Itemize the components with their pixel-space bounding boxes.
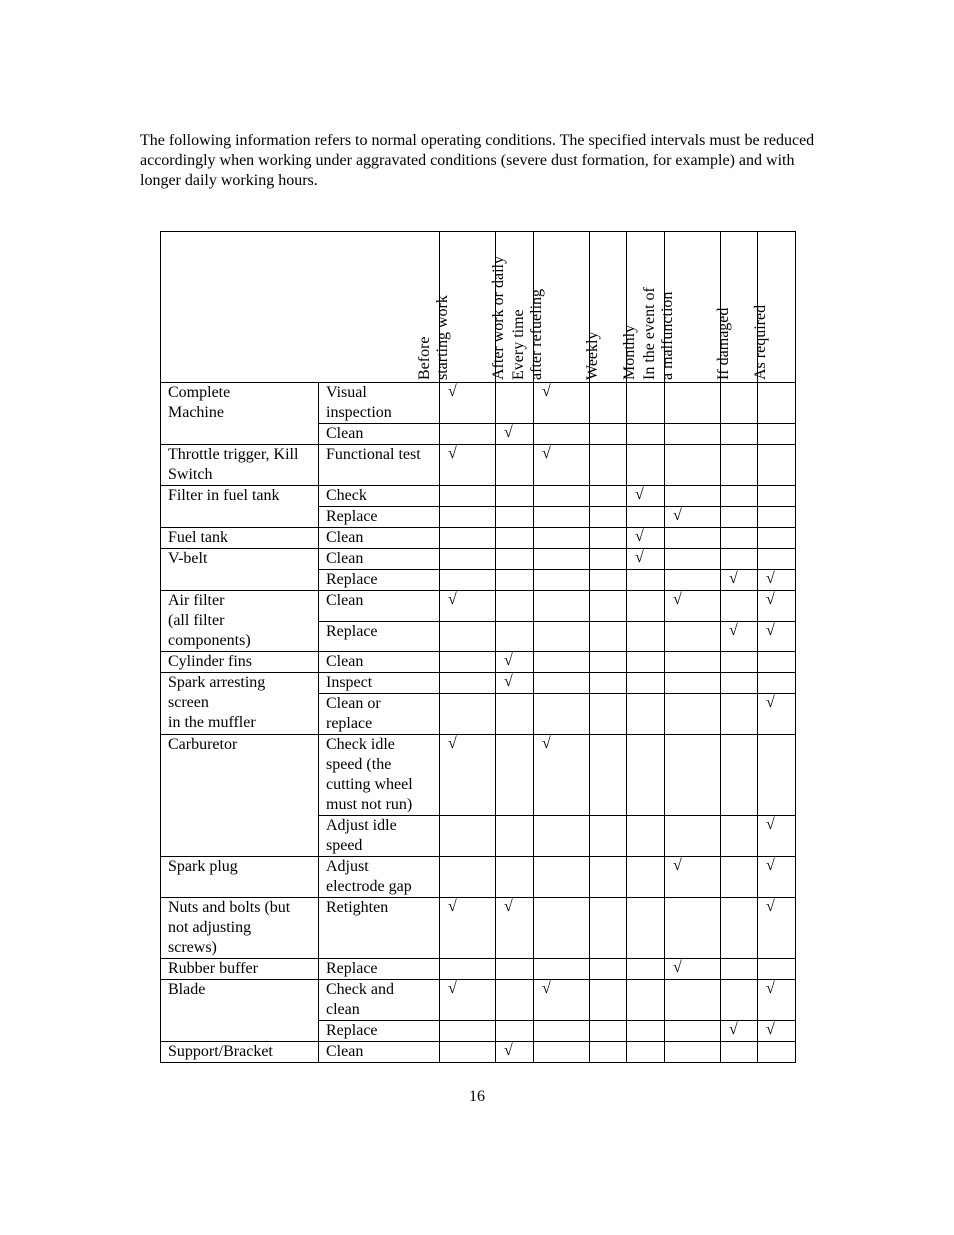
task-cell: Functional test: [319, 445, 440, 486]
empty-cell: [496, 959, 534, 980]
empty-cell: [590, 528, 627, 549]
empty-cell: [721, 694, 758, 735]
check-mark: √: [721, 1021, 758, 1042]
empty-cell: [721, 528, 758, 549]
task-cell: Clean: [319, 591, 440, 622]
column-header: [510, 232, 590, 383]
empty-cell: [534, 507, 590, 528]
check-mark: √: [440, 383, 496, 424]
empty-cell: [440, 1042, 496, 1063]
empty-cell: [496, 528, 534, 549]
task-cell: Check and clean: [319, 980, 440, 1021]
empty-cell: [534, 652, 590, 673]
empty-cell: [665, 898, 721, 959]
task-cell: Retighten: [319, 898, 440, 959]
column-header: [752, 232, 796, 383]
empty-cell: [496, 445, 534, 486]
empty-cell: [721, 383, 758, 424]
empty-cell: [440, 528, 496, 549]
empty-cell: [627, 857, 665, 898]
check-mark: √: [496, 424, 534, 445]
task-cell: Visual inspection: [319, 383, 440, 424]
empty-cell: [758, 549, 796, 570]
task-cell: Replace: [319, 1021, 440, 1042]
check-mark: √: [758, 980, 796, 1021]
empty-cell: [496, 816, 534, 857]
empty-cell: [534, 486, 590, 507]
empty-cell: [496, 383, 534, 424]
empty-cell: [590, 591, 627, 622]
task-cell: Replace: [319, 570, 440, 591]
empty-cell: [665, 549, 721, 570]
empty-cell: [665, 980, 721, 1021]
empty-cell: [496, 591, 534, 622]
empty-cell: [534, 816, 590, 857]
task-cell: Clean: [319, 424, 440, 445]
empty-cell: [627, 1042, 665, 1063]
empty-cell: [440, 424, 496, 445]
task-cell: Replace: [319, 621, 440, 652]
empty-cell: [440, 816, 496, 857]
empty-cell: [590, 486, 627, 507]
table-row: [161, 959, 796, 980]
empty-cell: [627, 980, 665, 1021]
column-header-label: Weekly: [584, 331, 601, 380]
check-mark: √: [758, 816, 796, 857]
column-header-label: Before starting work: [416, 295, 451, 380]
check-mark: √: [496, 1042, 534, 1063]
empty-cell: [440, 959, 496, 980]
task-cell: Replace: [319, 507, 440, 528]
part-cell: Throttle trigger, Kill Switch: [161, 445, 319, 486]
part-cell: Complete Machine: [161, 383, 319, 445]
empty-cell: [440, 673, 496, 694]
empty-cell: [721, 857, 758, 898]
empty-cell: [496, 735, 534, 816]
empty-cell: [534, 857, 590, 898]
column-header-label: After work or daily: [490, 256, 507, 380]
empty-cell: [590, 694, 627, 735]
table-row: [161, 735, 796, 816]
empty-cell: [440, 486, 496, 507]
empty-cell: [590, 1021, 627, 1042]
check-mark: √: [440, 898, 496, 959]
empty-cell: [721, 549, 758, 570]
empty-cell: [496, 621, 534, 652]
check-mark: √: [496, 898, 534, 959]
check-mark: √: [440, 445, 496, 486]
empty-cell: [627, 570, 665, 591]
empty-cell: [534, 694, 590, 735]
check-mark: √: [627, 486, 665, 507]
empty-cell: [534, 528, 590, 549]
empty-cell: [590, 959, 627, 980]
column-header-label: If damaged: [715, 307, 732, 380]
part-cell: Nuts and bolts (but not adjusting screws): [161, 898, 319, 959]
empty-cell: [440, 570, 496, 591]
table-row: [161, 445, 796, 486]
empty-cell: [665, 816, 721, 857]
empty-cell: [758, 424, 796, 445]
empty-cell: [534, 549, 590, 570]
check-mark: √: [721, 621, 758, 652]
check-mark: √: [534, 735, 590, 816]
empty-cell: [627, 673, 665, 694]
empty-cell: [590, 424, 627, 445]
page-number: 16: [469, 1088, 485, 1105]
table-row: [161, 486, 796, 507]
empty-cell: [721, 652, 758, 673]
empty-cell: [590, 735, 627, 816]
task-cell: Clean: [319, 549, 440, 570]
task-cell: Check: [319, 486, 440, 507]
part-cell: Fuel tank: [161, 528, 319, 549]
header-row: [161, 232, 796, 383]
part-cell: Carburetor: [161, 735, 319, 857]
empty-cell: [440, 1021, 496, 1042]
table-row: [161, 549, 796, 570]
task-cell: Check idle speed (the cutting wheel must not run): [319, 735, 440, 816]
empty-cell: [627, 445, 665, 486]
empty-cell: [627, 1021, 665, 1042]
empty-cell: [496, 549, 534, 570]
empty-cell: [721, 486, 758, 507]
table-row: [161, 591, 796, 622]
table-row: [161, 528, 796, 549]
empty-cell: [721, 591, 758, 622]
empty-cell: [721, 959, 758, 980]
check-mark: √: [721, 570, 758, 591]
empty-cell: [721, 816, 758, 857]
empty-cell: [496, 507, 534, 528]
check-mark: √: [627, 549, 665, 570]
check-mark: √: [665, 507, 721, 528]
empty-cell: [665, 570, 721, 591]
task-cell: Clean: [319, 1042, 440, 1063]
check-mark: √: [758, 694, 796, 735]
task-cell: Adjust idle speed: [319, 816, 440, 857]
check-mark: √: [440, 591, 496, 622]
empty-cell: [534, 1021, 590, 1042]
empty-cell: [440, 652, 496, 673]
empty-cell: [758, 486, 796, 507]
table-row: [161, 980, 796, 1021]
empty-cell: [665, 621, 721, 652]
empty-cell: [627, 621, 665, 652]
empty-cell: [758, 383, 796, 424]
task-cell: Clean or replace: [319, 694, 440, 735]
empty-cell: [590, 445, 627, 486]
empty-cell: [590, 980, 627, 1021]
empty-cell: [665, 383, 721, 424]
table-row: [161, 652, 796, 673]
part-cell: Blade: [161, 980, 319, 1042]
empty-cell: [534, 424, 590, 445]
check-mark: √: [534, 383, 590, 424]
column-header-label: In the event of a malfunction: [641, 287, 676, 380]
schedule-body: [161, 383, 796, 1063]
empty-cell: [665, 673, 721, 694]
empty-cell: [534, 570, 590, 591]
empty-cell: [721, 445, 758, 486]
empty-cell: [758, 528, 796, 549]
table-row: [161, 898, 796, 959]
header-corner: [161, 232, 440, 383]
empty-cell: [758, 673, 796, 694]
part-cell: Filter in fuel tank: [161, 486, 319, 528]
task-cell: Replace: [319, 959, 440, 980]
empty-cell: [534, 898, 590, 959]
empty-cell: [590, 652, 627, 673]
empty-cell: [665, 652, 721, 673]
table-row: [161, 673, 796, 694]
part-cell: Spark arresting screen in the muffler: [161, 673, 319, 735]
empty-cell: [627, 652, 665, 673]
empty-cell: [627, 694, 665, 735]
check-mark: √: [665, 591, 721, 622]
task-cell: Clean: [319, 652, 440, 673]
empty-cell: [721, 1042, 758, 1063]
empty-cell: [590, 1042, 627, 1063]
empty-cell: [721, 424, 758, 445]
empty-cell: [496, 1021, 534, 1042]
empty-cell: [590, 383, 627, 424]
empty-cell: [758, 1042, 796, 1063]
empty-cell: [627, 959, 665, 980]
empty-cell: [534, 673, 590, 694]
maintenance-schedule-table: [160, 231, 796, 1063]
empty-cell: [590, 673, 627, 694]
empty-cell: [627, 383, 665, 424]
empty-cell: [590, 621, 627, 652]
empty-cell: [496, 980, 534, 1021]
column-header: [416, 232, 496, 383]
empty-cell: [440, 621, 496, 652]
empty-cell: [496, 570, 534, 591]
task-cell: Adjust electrode gap: [319, 857, 440, 898]
part-cell: Rubber buffer: [161, 959, 319, 980]
empty-cell: [496, 857, 534, 898]
empty-cell: [665, 528, 721, 549]
empty-cell: [590, 507, 627, 528]
column-header-label: Every time after refueling: [510, 288, 545, 380]
check-mark: √: [665, 857, 721, 898]
empty-cell: [665, 1021, 721, 1042]
empty-cell: [665, 424, 721, 445]
empty-cell: [627, 424, 665, 445]
check-mark: √: [758, 1021, 796, 1042]
empty-cell: [721, 980, 758, 1021]
empty-cell: [758, 652, 796, 673]
check-mark: √: [758, 898, 796, 959]
empty-cell: [590, 570, 627, 591]
empty-cell: [721, 735, 758, 816]
empty-cell: [758, 735, 796, 816]
empty-cell: [440, 507, 496, 528]
check-mark: √: [534, 445, 590, 486]
check-mark: √: [758, 570, 796, 591]
empty-cell: [496, 694, 534, 735]
empty-cell: [534, 621, 590, 652]
check-mark: √: [496, 673, 534, 694]
empty-cell: [665, 694, 721, 735]
check-mark: √: [665, 959, 721, 980]
check-mark: √: [758, 621, 796, 652]
empty-cell: [721, 507, 758, 528]
intro-paragraph: The following information refers to normal operating conditions. The specified intervals must be reduced accordingly when working under aggravated conditions (severe dust formation, for example) and with longer daily working hours.: [140, 132, 815, 189]
task-cell: Clean: [319, 528, 440, 549]
empty-cell: [496, 486, 534, 507]
task-cell: Inspect: [319, 673, 440, 694]
part-cell: Support/Bracket: [161, 1042, 319, 1063]
check-mark: √: [758, 857, 796, 898]
empty-cell: [590, 857, 627, 898]
empty-cell: [590, 898, 627, 959]
empty-cell: [590, 549, 627, 570]
empty-cell: [758, 445, 796, 486]
empty-cell: [534, 591, 590, 622]
part-cell: Cylinder fins: [161, 652, 319, 673]
empty-cell: [721, 673, 758, 694]
empty-cell: [665, 486, 721, 507]
empty-cell: [440, 549, 496, 570]
empty-cell: [534, 1042, 590, 1063]
table-row: [161, 857, 796, 898]
part-cell: Spark plug: [161, 857, 319, 898]
column-header: [641, 232, 721, 383]
check-mark: √: [440, 980, 496, 1021]
column-header-label: As required: [752, 304, 769, 380]
table-row: [161, 1042, 796, 1063]
empty-cell: [627, 591, 665, 622]
empty-cell: [627, 898, 665, 959]
empty-cell: [758, 959, 796, 980]
table-row: [161, 383, 796, 424]
check-mark: √: [496, 652, 534, 673]
empty-cell: [627, 816, 665, 857]
empty-cell: [440, 857, 496, 898]
empty-cell: [665, 735, 721, 816]
empty-cell: [627, 507, 665, 528]
empty-cell: [627, 735, 665, 816]
part-cell: V-belt: [161, 549, 319, 591]
empty-cell: [440, 694, 496, 735]
empty-cell: [758, 507, 796, 528]
part-cell: Air filter (all filter components): [161, 591, 319, 652]
empty-cell: [665, 445, 721, 486]
empty-cell: [534, 959, 590, 980]
check-mark: √: [627, 528, 665, 549]
check-mark: √: [440, 735, 496, 816]
column-header-label: Monthly: [621, 324, 638, 380]
empty-cell: [590, 816, 627, 857]
check-mark: √: [534, 980, 590, 1021]
check-mark: √: [758, 591, 796, 622]
empty-cell: [721, 898, 758, 959]
empty-cell: [665, 1042, 721, 1063]
